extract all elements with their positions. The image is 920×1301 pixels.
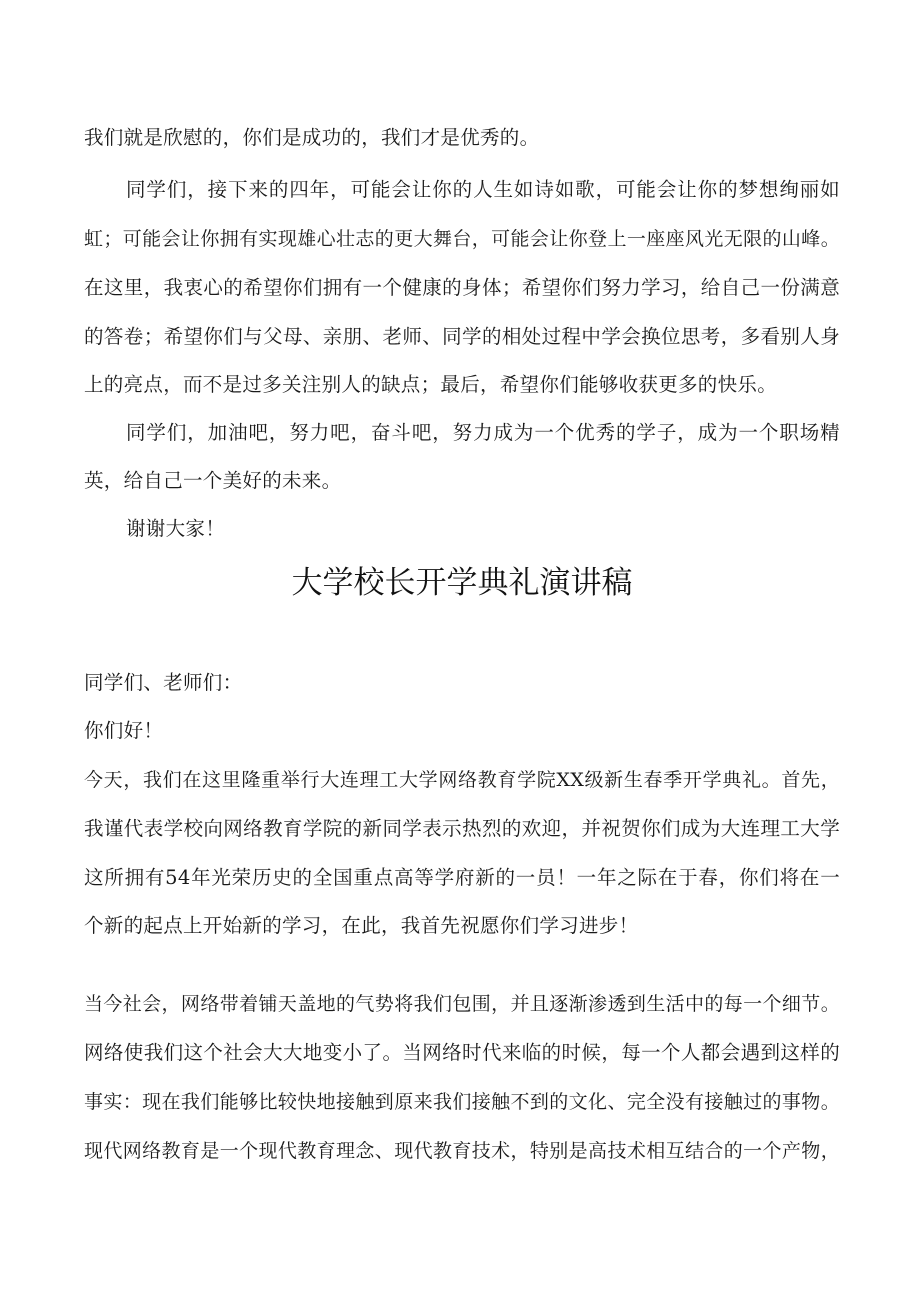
paragraph-line: 在这里，我衷心的希望你们拥有一个健康的身体；希望你们努力学习，给自己一份满意 (84, 276, 840, 299)
paragraph-line: 虹；可能会让你拥有实现雄心壮志的更大舞台，可能会让你登上一座座风光无限的山峰。 (84, 228, 840, 250)
paragraph-line: 我们就是欣慰的，你们是成功的，我们才是优秀的。 (84, 126, 540, 149)
paragraph-line: 我谨代表学校向网络教育学院的新同学表示热烈的欢迎，并祝贺你们成为大连理工大学 (84, 817, 840, 840)
paragraph-line: 今天，我们在这里隆重举行大连理工大学网络教育学院XX级新生春季开学典礼。首先， (84, 769, 840, 791)
closing-line: 谢谢大家！ (126, 517, 226, 540)
salutation-line: 同学们、老师们： (84, 671, 243, 694)
page-title: 大学校长开学典礼演讲稿 (291, 565, 633, 601)
paragraph-line: 当今社会，网络带着铺天盖地的气势将我们包围，并且逐渐渗透到生活中的每一个细节。 (84, 993, 840, 1015)
paragraph-line: 同学们，接下来的四年，可能会让你的人生如诗如歌，可能会让你的梦想绚丽如 (126, 178, 840, 201)
paragraph-line: 上的亮点，而不是过多关注别人的缺点；最后，希望你们能够收获更多的快乐。 (84, 373, 778, 396)
paragraph-line: 网络使我们这个社会大大地变小了。当网络时代来临的时候，每一个人都会遇到这样的 (84, 1041, 840, 1064)
paragraph-line: 现代网络教育是一个现代教育理念、现代教育技术，特别是高技术相互结合的一个产物， (84, 1140, 840, 1162)
paragraph-line: 这所拥有54年光荣历史的全国重点高等学府新的一员！一年之际在于春，你们将在一 (84, 866, 840, 889)
paragraph-line: 事实：现在我们能够比较快地接触到原来我们接触不到的文化、完全没有接触过的事物。 (84, 1091, 840, 1113)
paragraph-line: 的答卷；希望你们与父母、亲朋、老师、同学的相处过程中学会换位思考，多看别人身 (84, 325, 840, 348)
greeting-line: 你们好！ (84, 719, 164, 742)
paragraph-line: 个新的起点上开始新的学习，在此，我首先祝愿你们学习进步！ (84, 914, 639, 937)
paragraph-line: 同学们，加油吧，努力吧，奋斗吧，努力成为一个优秀的学子，成为一个职场精 (126, 421, 840, 444)
paragraph-line: 英，给自己一个美好的未来。 (84, 469, 342, 492)
